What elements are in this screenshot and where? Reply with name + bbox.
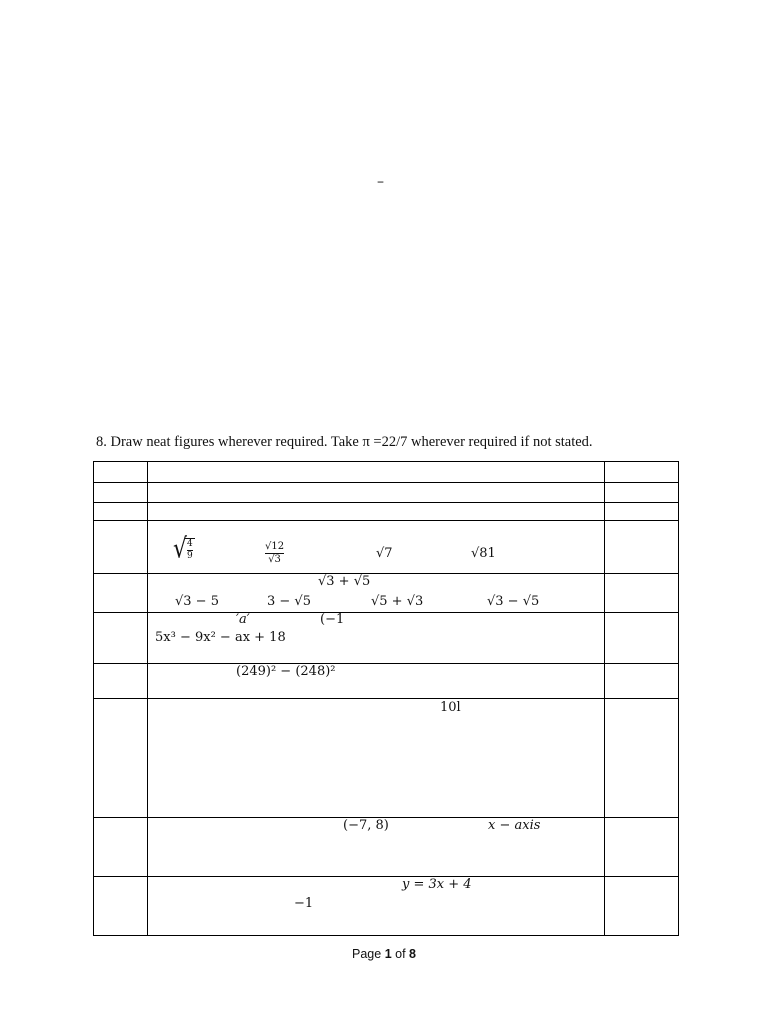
footer-current-page: 1 — [384, 947, 392, 961]
expr-minus-one-paren: (−1 — [320, 612, 345, 627]
question-table — [93, 461, 679, 936]
footer-total-pages: 8 — [409, 947, 416, 961]
stray-dash: – — [377, 174, 384, 190]
option-c: √5 + √3 — [371, 594, 424, 609]
expr-sqrt3-plus-sqrt5: √3 + √5 — [318, 574, 371, 589]
table-row — [94, 483, 679, 503]
expr-sqrt7: √7 — [376, 546, 393, 561]
expr-point: (−7, 8) — [343, 818, 389, 833]
option-b: 3 − √5 — [267, 594, 311, 609]
expr-line-equation: y = 3x + 4 — [402, 877, 472, 892]
table-row — [94, 462, 679, 483]
expr-sqrt-4-over-9: √ $\frac{4}{9}$ — [173, 533, 193, 565]
expr-ten-l: 10l — [440, 700, 461, 715]
instruction-text: 8. Draw neat figures wherever required. Take π =22/7 wherever required if not stated. — [96, 434, 593, 450]
table-row — [94, 503, 679, 521]
table-row — [94, 699, 679, 818]
footer-prefix: Page — [352, 947, 385, 961]
expr-a-quote: ′a′ — [236, 612, 250, 627]
footer-middle: of — [391, 947, 410, 961]
page-footer — [0, 947, 768, 961]
option-a: √3 − 5 — [175, 594, 219, 609]
option-d: √3 − √5 — [487, 594, 540, 609]
expr-sqrt12-over-sqrt3: $\frac{√12}{√3}$ — [265, 541, 285, 565]
table-row — [94, 877, 679, 936]
expr-x-axis: x − axis — [488, 818, 541, 833]
expr-squares: (249)² − (248)² — [236, 664, 336, 679]
expr-polynomial: 5x³ − 9x² − ax + 18 — [155, 630, 286, 645]
expr-minus-one: −1 — [294, 896, 314, 911]
table-row — [94, 664, 679, 699]
expr-sqrt81: √81 — [471, 546, 496, 561]
